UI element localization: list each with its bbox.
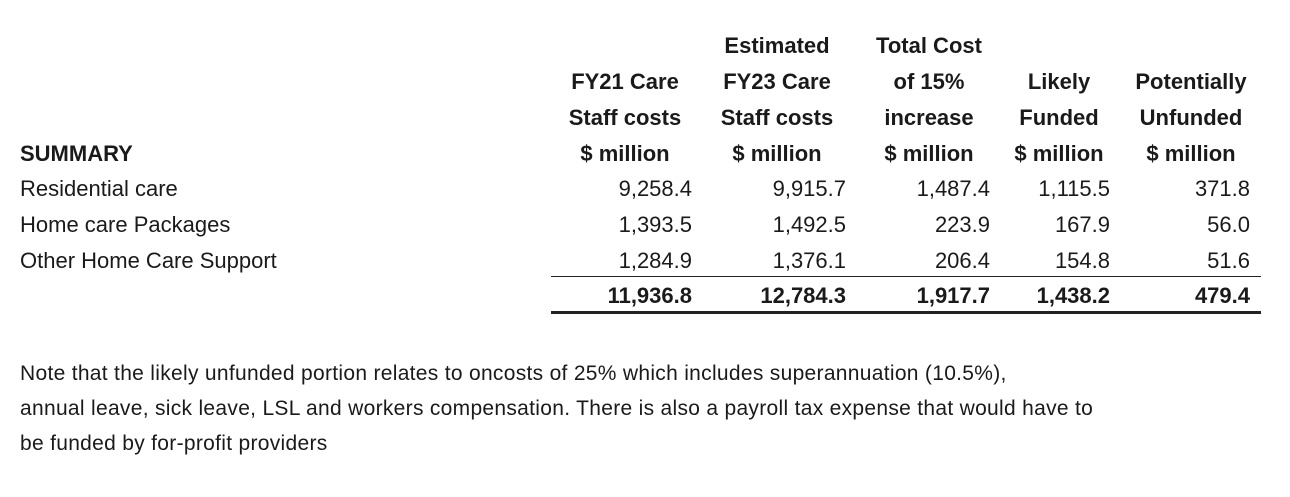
column-header-1-line-4: $ million	[580, 141, 670, 166]
column-header-4-line-3: Funded	[1019, 105, 1099, 130]
row-label-home-care-packages: Home care Packages	[20, 212, 231, 237]
column-header-3-line-1: Total Cost	[876, 33, 982, 58]
total-c1: 11,936.8	[607, 283, 692, 308]
row-label-residential-care: Residential care	[20, 176, 178, 201]
summary-heading: SUMMARY	[20, 141, 133, 166]
column-header-4-line-2: Likely	[1027, 69, 1091, 94]
cell-r2-c2: 1,492.5	[772, 212, 846, 237]
total-c5: 479.4	[1194, 283, 1250, 308]
footnote-line-3: be funded by for-profit providers	[20, 432, 328, 455]
total-c3: 1,917.7	[916, 283, 990, 308]
total-top-rule	[551, 276, 1261, 277]
column-header-3-line-2: of 15%	[893, 69, 965, 94]
total-bottom-rule	[551, 311, 1261, 314]
total-c4: 1,438.2	[1036, 283, 1110, 308]
row-label-other-home-care-support: Other Home Care Support	[20, 248, 277, 273]
cell-r3-c4: 154.8	[1054, 248, 1110, 273]
cell-r3-c5: 51.6	[1207, 248, 1250, 273]
cell-r3-c1: 1,284.9	[618, 248, 692, 273]
cell-r2-c3: 223.9	[934, 212, 990, 237]
column-header-1-line-2: FY21 Care	[571, 69, 679, 94]
column-header-5-line-2: Potentially	[1135, 69, 1247, 94]
footnote	[20, 356, 1275, 461]
footnote-line-1: Note that the likely unfunded portion relates to oncosts of 25% which includes superannuation (10.5%),	[20, 362, 1007, 385]
column-header-2-line-2: FY23 Care	[723, 69, 831, 94]
column-header-5-line-3: Unfunded	[1139, 105, 1243, 130]
cell-r1-c4: 1,115.5	[1038, 176, 1110, 201]
column-header-1-line-3: Staff costs	[568, 105, 682, 130]
cell-r1-c1: 9,258.4	[618, 176, 692, 201]
column-header-3-line-4: $ million	[884, 141, 974, 166]
cell-r1-c2: 9,915.7	[772, 176, 846, 201]
column-header-2-line-3: Staff costs	[720, 105, 834, 130]
column-header-2-line-4: $ million	[732, 141, 822, 166]
cell-r2-c4: 167.9	[1054, 212, 1110, 237]
column-header-5-line-4: $ million	[1146, 141, 1236, 166]
cell-r2-c5: 56.0	[1207, 212, 1250, 237]
total-c2: 12,784.3	[760, 283, 846, 308]
cell-r2-c1: 1,393.5	[618, 212, 692, 237]
cell-r1-c3: 1,487.4	[916, 176, 990, 201]
column-header-2-line-1: Estimated	[724, 33, 830, 58]
column-header-4-line-4: $ million	[1014, 141, 1104, 166]
footnote-line-2: annual leave, sick leave, LSL and workers compensation. There is also a payroll tax expense that would have to	[20, 397, 1094, 420]
cell-r3-c3: 206.4	[934, 248, 990, 273]
column-header-3-line-3: increase	[884, 105, 974, 130]
cell-r3-c2: 1,376.1	[772, 248, 846, 273]
cell-r1-c5: 371.8	[1194, 176, 1250, 201]
